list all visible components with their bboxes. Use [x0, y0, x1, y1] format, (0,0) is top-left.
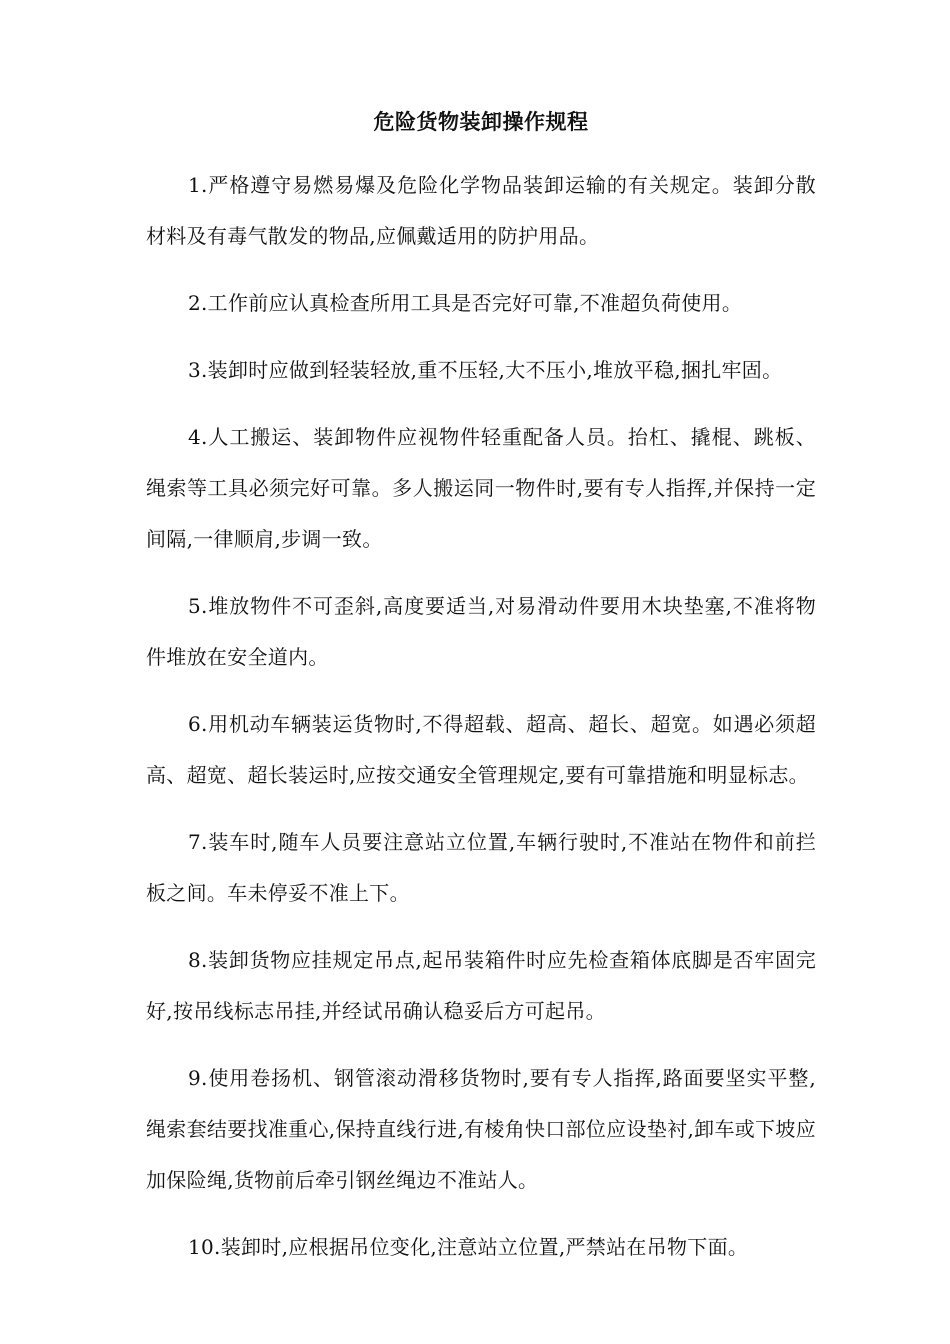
rule-5: 5.堆放物件不可歪斜,高度要适当,对易滑动件要用木块垫塞,不准将物件堆放在安全道内。 [146, 594, 816, 669]
document-title: 危险货物装卸操作规程 [373, 109, 589, 134]
rule-6: 6.用机动车辆装运货物时,不得超载、超高、超长、超宽。如遇必须超高、超宽、超长装运时,应按交通安全管理规定,要有可靠措施和明显标志。 [146, 712, 816, 787]
rule-10: 10.装卸时,应根据吊位变化,注意站立位置,严禁站在吊物下面。 [188, 1235, 749, 1259]
rule-9: 9.使用卷扬机、钢管滚动滑移货物时,要有专人指挥,路面要坚实平整,绳索套结要找准重心,保持直线行进,有棱角快口部位应设垫衬,卸车或下坡应加保险绳,货物前后牵引钢丝绳边不准站人。 [146, 1066, 816, 1192]
document-page [146, 98, 816, 1289]
rule-1: 1.严格遵守易燃易爆及危险化学物品装卸运输的有关规定。装卸分散材料及有毒气散发的物品,应佩戴适用的防护用品。 [146, 173, 816, 248]
rule-3: 3.装卸时应做到轻装轻放,重不压轻,大不压小,堆放平稳,捆扎牢固。 [188, 358, 783, 382]
rule-7: 7.装车时,随车人员要注意站立位置,车辆行驶时,不准站在物件和前拦板之间。车未停妥不准上下。 [146, 830, 816, 905]
rule-2: 2.工作前应认真检查所用工具是否完好可靠,不准超负荷使用。 [188, 291, 743, 315]
rule-4: 4.人工搬运、装卸物件应视物件轻重配备人员。抬杠、撬棍、跳板、绳索等工具必须完好可靠。多人搬运同一物件时,要有专人指挥,并保持一定间隔,一律顺肩,步调一致。 [146, 425, 816, 551]
rule-8: 8.装卸货物应挂规定吊点,起吊装箱件时应先检查箱体底脚是否牢固完好,按吊线标志吊挂,并经试吊确认稳妥后方可起吊。 [146, 948, 816, 1023]
